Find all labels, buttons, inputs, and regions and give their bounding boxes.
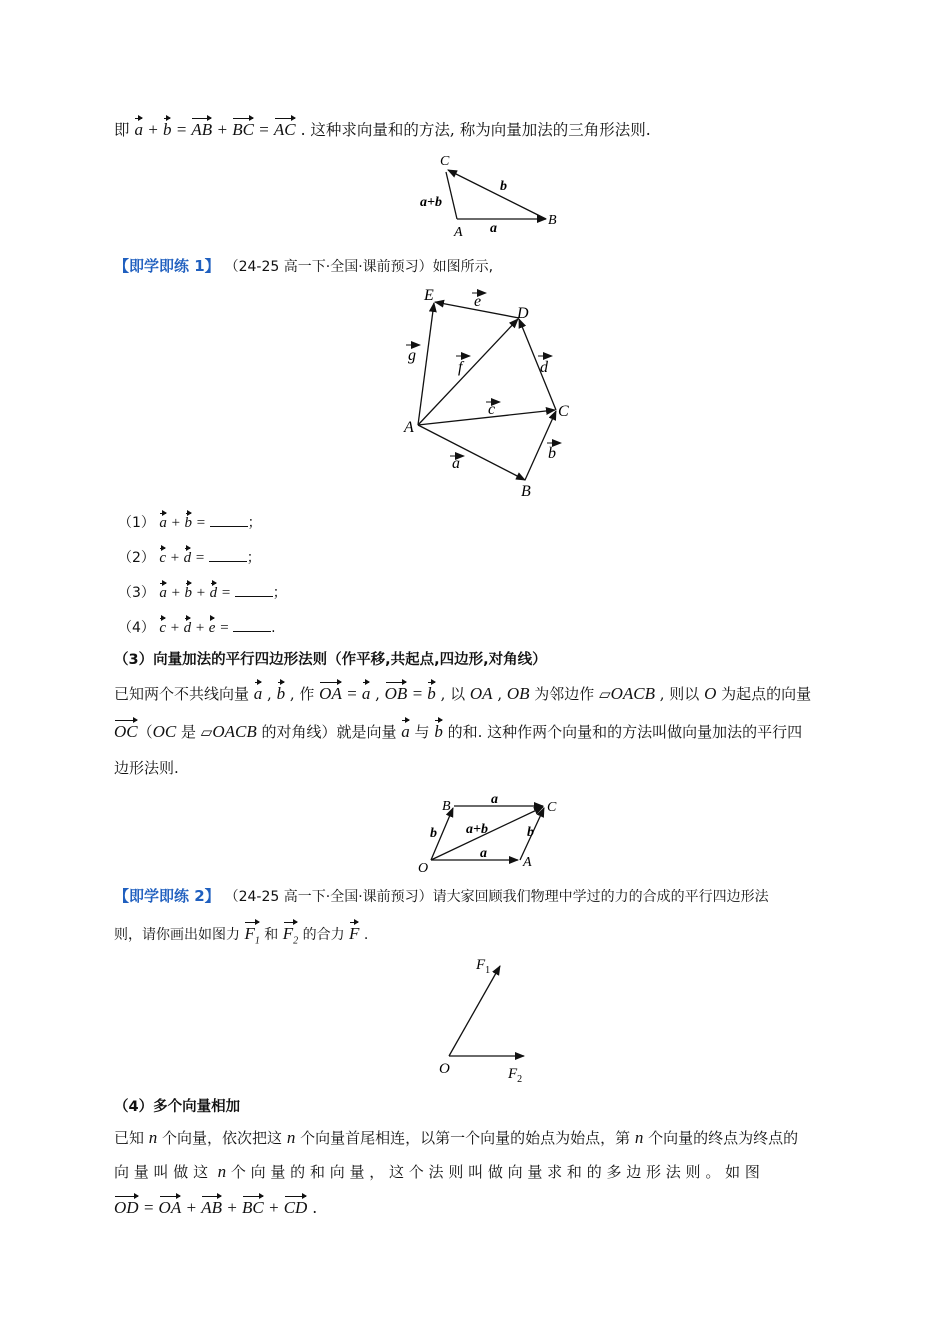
vec-b: b (162, 120, 172, 139)
pent-label-B: B (521, 483, 531, 500)
section4-p3: OD = OA + AB + BC + CD . (114, 1198, 318, 1217)
section4-p2: 向 量 叫 做 这 n 个 向 量 的 和 向 量 ， 这 个 法 则 叫 做 向 量 求 和 的 多 边 形 法 则 。 如 图 (114, 1162, 760, 1181)
para-label-a-top: a (491, 792, 498, 807)
pent-label-E: E (424, 287, 434, 304)
para-label-b-left: b (430, 826, 437, 841)
intro-prefix: 即 (114, 121, 130, 139)
tri-label-a: a (490, 221, 497, 236)
practice2-line2: 则，请你画出如图力 $F_1$ 和 $F_2$ 的合力 F . (114, 924, 368, 951)
question-1: （1） a + b = ； (118, 512, 262, 532)
section3-p3: 边形法则. (114, 759, 179, 777)
section4-title: （4）多个向量相加 (114, 1099, 241, 1115)
para-label-a-bottom: a (480, 846, 487, 861)
para-label-b-right: b (527, 825, 534, 840)
pent-label-b: b (548, 445, 556, 462)
para-label-A: A (523, 855, 532, 870)
section4-p1: 已知 n 个向量，依次把这 n 个向量首尾相连，以第一个向量的始点为始点，第 n 个向量的终点为终点的 (114, 1128, 799, 1147)
pent-label-f: f (458, 359, 463, 376)
pent-label-g: g (408, 347, 416, 364)
force-label-F1: $F_1$ (476, 957, 491, 976)
tri-label-A: A (454, 225, 463, 240)
vec-AC: AC (273, 120, 296, 139)
question-3: （3） a + b + d = ； (118, 582, 287, 602)
pent-label-D: D (517, 305, 529, 322)
para-label-ab: a+b (466, 822, 488, 837)
pent-label-C: C (558, 403, 569, 420)
para-label-O: O (418, 861, 429, 876)
para-label-B: B (442, 799, 451, 814)
section3-p1: 已知两个不共线向量 a , b , 作 OA = a , OB = b , 以 OA , OB 为邻边作 ▱OACB , 则以 O 为起点的向量 (114, 684, 812, 703)
pent-label-e: e (474, 293, 482, 310)
question-4: （4） c + d + e = . (118, 617, 276, 637)
practice1-tag: 【即学即练 1】 (114, 257, 220, 275)
pent-label-d: d (540, 359, 548, 376)
force-label-O: O (439, 1061, 450, 1077)
para-label-C: C (547, 800, 557, 815)
vec-AB: AB (191, 120, 213, 139)
pent-label-a: a (452, 455, 460, 472)
tri-label-C: C (440, 154, 450, 169)
pent-label-c: c (488, 401, 496, 418)
practice1-source: （24-25 高一下·全国·课前预习）如图所示, (224, 259, 494, 275)
intro-suffix: . 这种求向量和的方法, 称为向量加法的三角形法则. (300, 121, 651, 139)
pent-label-A: A (404, 419, 414, 436)
section3-title: （3）向量加法的平行四边形法则（作平移,共起点,四边形,对角线） (114, 652, 547, 668)
intro-line: 即 a + b = AB + BC = AC . 这种求向量和的方法, 称为向量加法的三角形法则. (114, 120, 651, 139)
vec-a: a (134, 120, 143, 139)
practice2-line: 【即学即练 2】 （24-25 高一下·全国·课前预习）请大家回顾我们物理中学过的力的合成的平行四边形法 (114, 887, 769, 905)
tri-label-b: b (500, 179, 507, 194)
force-label-F2: $F_2$ (508, 1066, 523, 1085)
tri-label-ab: a+b (420, 195, 442, 210)
section3-p2: OC（OC 是 ▱OACB 的对角线）就是向量 a 与 b 的和. 这种作两个向量和的方法叫做向量加法的平行四 (114, 722, 803, 741)
tri-label-B: B (548, 213, 557, 228)
question-2: （2） c + d = ； (118, 547, 261, 567)
vec-BC: BC (232, 120, 254, 139)
